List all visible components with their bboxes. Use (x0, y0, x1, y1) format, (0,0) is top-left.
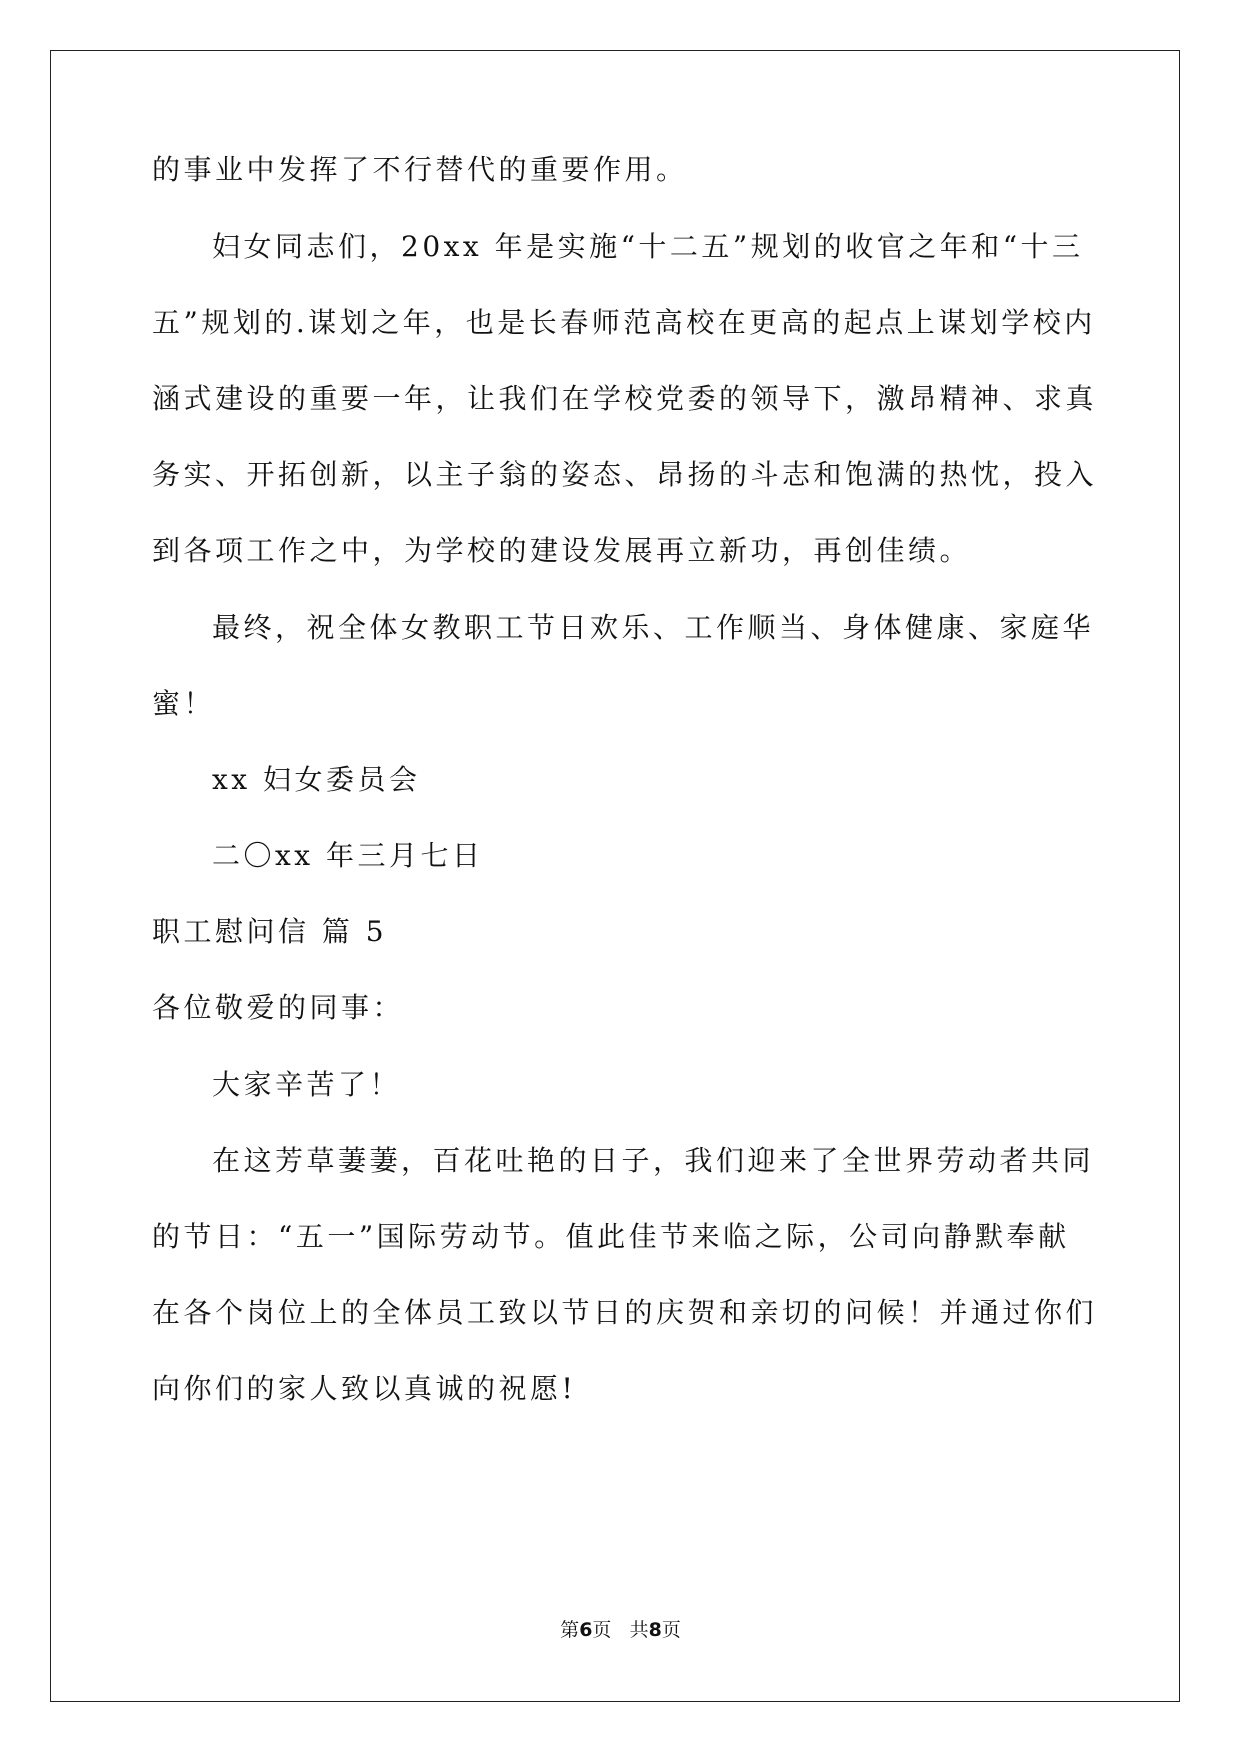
salutation: 各位敬爱的同事： (152, 991, 405, 1024)
body-line: 的节日：“五一”国际劳动节。值此佳节来临之际，公司向静默奉献 (152, 1220, 1070, 1253)
page-border (50, 50, 1180, 1702)
page-footer (0, 1618, 1241, 1642)
total-prefix: 共 (629, 1619, 649, 1641)
body-line: 务实、开拓创新，以主子翁的姿态、昂扬的斗志和饱满的热忱，投入 (152, 458, 1098, 491)
body-line: 在各个岗位上的全体员工致以节日的庆贺和亲切的问候！并通过你们 (152, 1296, 1098, 1329)
body-line: 到各项工作之中，为学校的建设发展再立新功，再创佳绩。 (152, 534, 972, 567)
body-line: 的事业中发挥了不行替代的重要作用。 (152, 153, 688, 186)
body-line: 蜜！ (152, 687, 216, 720)
body-line: 五”规划的.谋划之年，也是长春师范高校在更高的起点上谋划学校内 (152, 306, 1096, 339)
body-line: 向你们的家人致以真诚的祝愿! (152, 1372, 577, 1405)
signature-org: xx 妇女委员会 (212, 763, 421, 796)
body-line: 涵式建设的重要一年，让我们在学校党委的领导下，激昂精神、求真 (152, 382, 1098, 415)
total-suffix: 页 (661, 1619, 681, 1641)
section-heading: 职工慰问信 篇 5 (152, 915, 388, 948)
body-line: 妇女同志们，20xx 年是实施“十二五”规划的收官之年和“十三 (212, 230, 1084, 263)
page-suffix: 页 (592, 1619, 612, 1641)
total-pages: 8 (648, 1619, 662, 1641)
body-line: 在这芳草萋萋，百花吐艳的日子，我们迎来了全世界劳动者共同 (212, 1144, 1095, 1177)
signature-date: 二〇xx 年三月七日 (212, 839, 484, 872)
page-prefix: 第 (560, 1619, 580, 1641)
body-line: 大家辛苦了！ (212, 1068, 402, 1101)
body-line: 最终，祝全体女教职工节日欢乐、工作顺当、身体健康、家庭华 (212, 611, 1095, 644)
page-number: 6 (579, 1619, 593, 1641)
